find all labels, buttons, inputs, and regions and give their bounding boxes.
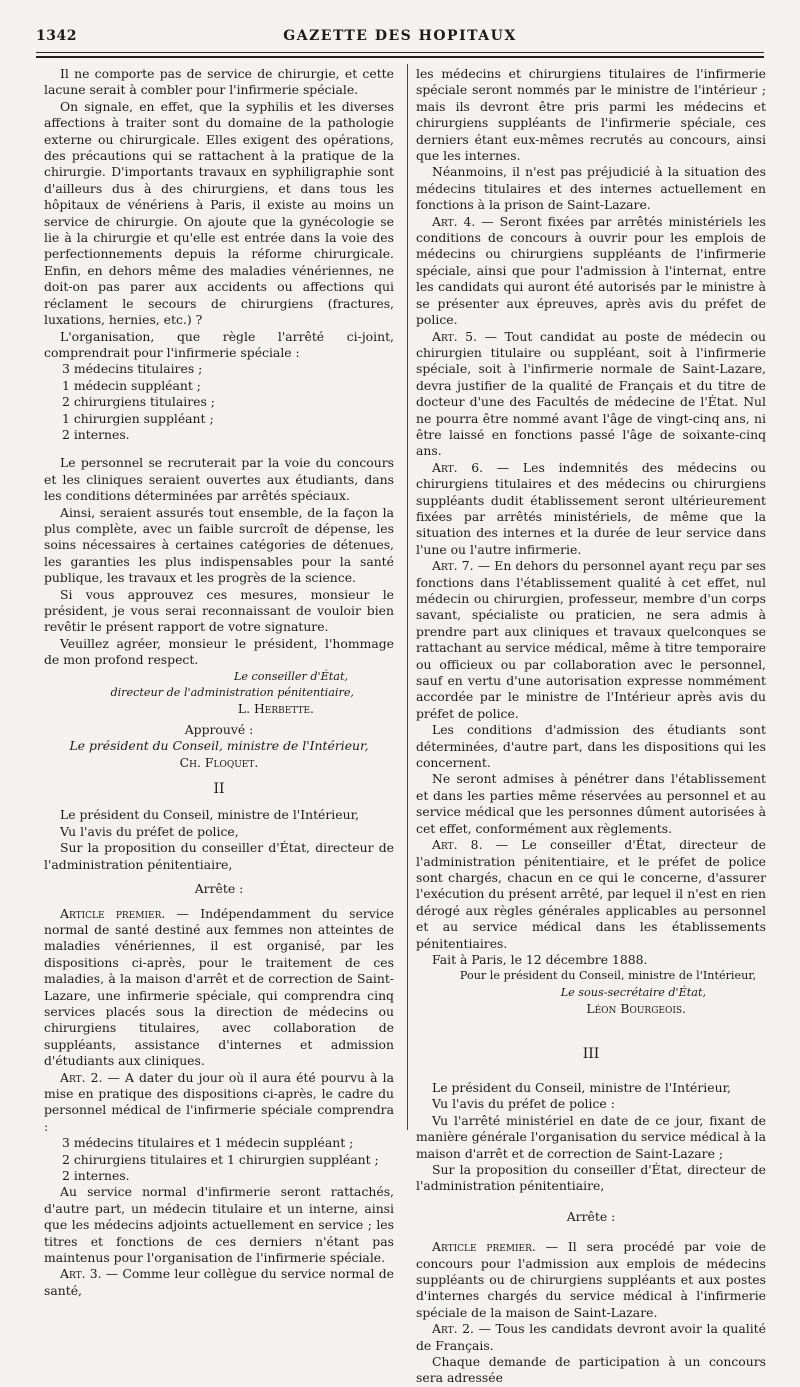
paragraph: Veuillez agréer, monsieur le président, l'hommage de mon profond respect. <box>44 635 394 668</box>
article-text: — Le conseiller d'État, directeur de l'administration pénitentiaire, et le préfet de police sont chargés, chacun en ce qui le concerne, d'assurer l'exécution du présent arrêté, par lequel il n'est en rien dérogé aux règles générales applicables au personnel et au service médical dans les établissements pénitentiaires. <box>416 837 766 951</box>
paragraph: Néanmoins, il n'est pas préjudicié à la situation des médecins titulaires et des internes actuellement en fonctions à la prison de Saint-Lazare. <box>416 164 766 213</box>
article-text: — Tout candidat au poste de médecin ou chirurgien titulaire ou suppléant, soit à l'infirmerie spéciale, soit à l'infirmerie normale de Saint-Lazare, devra justifier de la qualité de Français et du titre de docteur d'une des Facultés de médecine de l'État. Nul ne pourra être nommé avant l'âge de vingt-cinq ans, ni être laissé en fonctions passé l'âge de soixante-cinq ans. <box>416 328 766 459</box>
page-header <box>36 26 764 48</box>
paragraph: les médecins et chirurgiens titulaires de l'infirmerie spéciale seront nommés par le ministre de l'intérieur ; mais ils devront être pris parmi les médecins et chirurgiens suppléants de l'infirmerie spéciale, ces derniers étant eux-mêmes recrutés au concours, ainsi que les internes. <box>416 66 766 164</box>
paragraph: Si vous approuvez ces mesures, monsieur le président, je vous serai reconnaissant de vouloir bien revêtir le présent rapport de votre signature. <box>44 586 394 635</box>
article <box>416 329 766 460</box>
page-number: 1342 <box>36 28 77 44</box>
article-label: Art. 2. <box>432 1321 474 1337</box>
paragraph: Le président du Conseil, ministre de l'Intérieur, <box>60 807 360 823</box>
article-label: Art. 6. <box>432 459 484 475</box>
paragraph: Vu l'avis du préfet de police : <box>432 1096 615 1112</box>
article-label: Art. 8. <box>432 837 483 853</box>
section-number: III <box>582 1045 600 1062</box>
paragraph: Ainsi, seraient assurés tout ensemble, de la façon la plus complète, avec un faible surcroît de dépense, les soins nécessaires à certaines catégories de détenues, les garanties les plus indispensables pour la santé publique, les travaux et les progrès de la science. <box>44 504 394 586</box>
arrete-heading: Arrête : <box>566 1208 616 1224</box>
article <box>44 906 394 1070</box>
list-item: 2 chirurgiens titulaires ; <box>62 394 215 410</box>
paragraph: Le président du Conseil, ministre de l'Intérieur, <box>432 1079 732 1095</box>
spacer <box>44 443 394 455</box>
article-label: Art. 3. <box>60 1266 102 1282</box>
article-label: Article premier. <box>60 905 166 921</box>
left-column <box>44 66 394 1299</box>
paragraph: Le personnel se recruterait par la voie du concours et les cliniques seraient ouvertes aux étudiants, dans les conditions déterminées par arrêtés spéciaux. <box>44 455 394 504</box>
right-column <box>416 66 766 1387</box>
article-label: Article premier. <box>432 1239 536 1255</box>
article-text: — A dater du jour où il aura été pourvu à la mise en pratique des dispositions ci-après, le cadre du personnel médical de l'infirmerie spéciale comprendra : <box>44 1069 394 1134</box>
paragraph: L'organisation, que règle l'arrêté ci-joint, comprendrait pour l'infirmerie spéciale : <box>44 328 394 360</box>
list-item: 3 médecins titulaires et 1 médecin suppléant ; <box>62 1135 354 1151</box>
paragraph: Sur la proposition du conseiller d'État, directeur de l'administration pénitentiaire, <box>416 1162 766 1194</box>
signature-title: Le conseiller d'État, <box>233 669 348 683</box>
article-text: — Seront fixées par arrêtés ministériels les conditions de concours à ouvrir pour les emplois de médecins ou chirurgiens suppléants de l'infirmerie spéciale, ainsi que pour l'admission à l'internat, entre les candidats qui auront été autorisés par le ministre à se présenter aux épreuves, après avis du préfet de police. <box>416 213 766 328</box>
running-title: GAZETTE DES HOPITAUX <box>283 28 517 44</box>
list-item: 2 internes. <box>62 1168 130 1183</box>
paragraph: Vu l'avis du préfet de police, <box>60 823 239 839</box>
paragraph: Il ne comporte pas de service de chirurgie, et cette lacune serait à combler pour l'infirmerie spéciale. <box>44 66 394 98</box>
paragraph: On signale, en effet, que la syphilis et les diverses affections à traiter sont du domaine de la pathologie externe ou chirurgicale. Elles exigent des opérations, des précautions qui se rattachent à la pratique de la chirurgie. D'importants travaux en syphiligraphie sont d'ailleurs dus à des chirurgiens, et dans tous les hôpitaux de vénériens à Paris, il existe au moins un service de chirurgie. On ajoute que la gynécologie se lie à la chirurgie et qu'elle est entrée dans la voie des perfectionnements depuis la réforme chirurgicale. Enfin, en dehors même des maladies vénériennes, ne doit-on pas parer aux accidents ou affections qui réclament le secours de chirurgiens (fractures, luxations, hernies, etc.) ? <box>44 98 394 328</box>
signature-title: Pour le président du Conseil, ministre de l'Intérieur, <box>459 969 756 983</box>
signature-name: L. Herbette. <box>237 701 314 717</box>
article <box>416 1239 766 1321</box>
list-item: 1 chirurgien suppléant ; <box>62 410 214 426</box>
article-label: Art. 4. <box>432 213 476 229</box>
article <box>416 460 766 558</box>
approved-label: Approuvé : <box>184 721 254 737</box>
article <box>416 1321 766 1354</box>
column-divider <box>407 64 408 1130</box>
paragraph: Au service normal d'infirmerie seront rattachés, d'autre part, un médecin titulaire et un interne, ainsi que les médecins adjoints actuellement en service ; les titres et fonctions de ces derniers n'étant pas maintenus pour l'organisation de l'infirmerie spéciale. <box>44 1184 394 1266</box>
article <box>44 1070 394 1136</box>
article <box>416 837 766 952</box>
list-item: 2 chirurgiens titulaires et 1 chirurgien suppléant ; <box>62 1151 379 1167</box>
header-rule-thick <box>36 56 764 58</box>
article <box>416 558 766 722</box>
article-label: Art. 2. <box>60 1069 103 1085</box>
section-number: II <box>213 781 225 798</box>
approved-name: Ch. Floquet. <box>179 754 259 770</box>
article-text: — Les indemnités des médecins ou chirurgiens titulaires et des médecins ou chirurgiens suppléants dudit établissement seront ultérieurement fixées par arrêtés ministériels, de même que la situation des internes et la durée de leur service dans l'une ou l'autre infirmerie. <box>416 459 766 557</box>
paragraph: Chaque demande de participation à un concours sera adressée <box>416 1354 766 1386</box>
header-rule-thin <box>36 52 764 53</box>
list-item: 2 internes. <box>62 426 130 442</box>
article-text: — Tous les candidats devront avoir la qualité de Français. <box>416 1321 766 1353</box>
list-item: 3 médecins titulaires ; <box>62 361 203 377</box>
paragraph: Les conditions d'admission des étudiants sont déterminées, d'autre part, dans les dispositions qui les concernent. <box>416 722 766 771</box>
article-text: — Indépendamment du service normal de santé destiné aux femmes non atteintes de maladies vénériennes, il est organisé, par les dispositions ci-après, pour le traitement de ces maladies, à la maison d'arrêt et de correction de Saint-Lazare, une infirmerie spéciale, qui comprendra cinq services placés sous la direction de médecins ou chirurgiens titulaires, avec collaboration de suppléants, assistance d'internes et admission d'étudiants aux cliniques. <box>44 905 394 1069</box>
article-text: — Comme leur collègue du service normal de santé, <box>44 1266 394 1298</box>
article-label: Art. 7. <box>432 558 474 574</box>
list-item: 1 médecin suppléant ; <box>62 377 201 393</box>
date-line: Fait à Paris, le 12 décembre 1888. <box>432 951 648 967</box>
article <box>416 214 766 329</box>
article <box>44 1266 394 1299</box>
signature-title: directeur de l'administration pénitentiaire, <box>110 686 354 700</box>
signature-title: Le sous-secrétaire d'État, <box>560 985 706 999</box>
paragraph: Vu l'arrêté ministériel en date de ce jour, fixant de manière générale l'organisation du service médical à la maison d'arrêt et de correction de Saint-Lazare ; <box>416 1112 766 1161</box>
paragraph: Sur la proposition du conseiller d'État, directeur de l'administration pénitentiaire, <box>44 840 394 872</box>
article-text: — Il sera procédé par voie de concours pour l'admission aux emplois de médecins suppléants ou de chirurgiens suppléants et aux postes d'internes chargés du service médical à l'infirmerie spéciale de la maison de Saint-Lazare. <box>416 1239 766 1320</box>
approved-by: Le président du Conseil, ministre de l'Intérieur, <box>69 738 369 754</box>
paragraph: Ne seront admises à pénétrer dans l'établissement et dans les parties même réservées au personnel et au service médical que les personnes dûment autorisées à cet effet, conformément aux règlements. <box>416 771 766 836</box>
arrete-heading: Arrête : <box>194 881 244 897</box>
article-label: Art. 5. <box>432 328 477 344</box>
article-text: — En dehors du personnel ayant reçu par ses fonctions dans l'établissement qualité à cet effet, nul médecin ou chirurgien, professeur, membre d'un corps savant, spécialiste ou praticien, ne sera admis à prendre part aux cliniques et travaux quelconques se rattachant au service médical, même à titre temporaire ou officieux ou par collaboration avec le personnel, sauf en vertu d'une autorisation expresse nommément accordée par le ministre de l'Intérieur après avis du préfet de police. <box>416 558 766 721</box>
signature-name: Léon Bourgeois. <box>586 1001 686 1017</box>
